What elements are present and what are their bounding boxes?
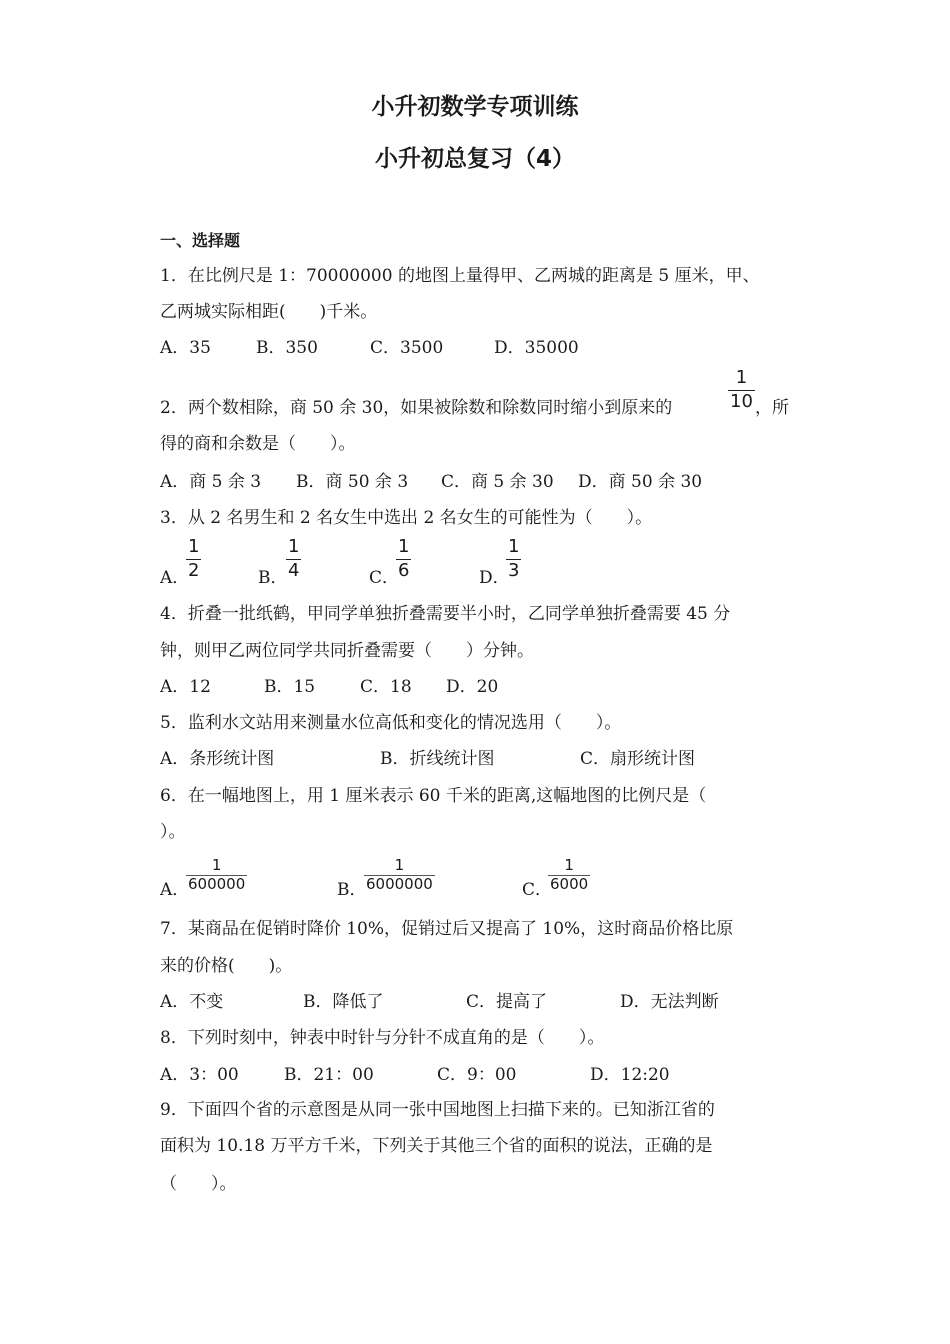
- question-5-line-1: 5．监利水文站用来测量水位高低和变化的情况选用（ ）。: [160, 713, 622, 733]
- question-1-line-2: 乙两城实际相距( )千米。: [160, 302, 378, 322]
- question-3-option-a-label: A．: [160, 568, 190, 588]
- question-3-line-1: 3．从 2 名男生和 2 名女生中选出 2 名女生的可能性为（ ）。: [160, 508, 653, 528]
- question-1-option-d: D．35000: [494, 338, 579, 358]
- fraction-numerator: 1: [211, 856, 222, 874]
- question-4-option-d: D．20: [446, 677, 499, 697]
- page-title: 小升初数学专项训练: [371, 94, 579, 120]
- question-8-option-c: C．9：00: [437, 1065, 517, 1085]
- question-5-option-c: C．扇形统计图: [580, 749, 696, 769]
- question-9-line-3: （ ）。: [160, 1174, 237, 1194]
- question-2-option-d: D．商 50 余 30: [578, 472, 703, 492]
- question-9-line-1: 9．下面四个省的示意图是从同一张中国地图上扫描下来的。已知浙江省的: [160, 1100, 715, 1120]
- fraction-denominator: 4: [288, 560, 300, 581]
- question-4-option-a: A．12: [160, 677, 211, 697]
- question-5-option-a: A．条形统计图: [160, 749, 275, 769]
- question-7-line-1: 7．某商品在促销时降价 10%，促销过后又提高了 10%，这时商品价格比原: [160, 919, 734, 939]
- question-8-option-b: B．21：00: [284, 1065, 374, 1085]
- question-8-option-d: D．12:20: [590, 1065, 670, 1085]
- fraction-numerator: 1: [394, 856, 405, 874]
- fraction-numerator: 1: [398, 536, 410, 557]
- question-3-option-b-fraction: [286, 538, 301, 580]
- question-2-line-1: 2．两个数相除，商 50 余 30，如果被除数和除数同时缩小到原来的: [160, 398, 673, 418]
- question-6-option-b-label: B．: [337, 880, 367, 900]
- question-4-option-c: C．18: [360, 677, 412, 697]
- fraction-denominator: 10: [730, 391, 753, 412]
- question-1-line-1: 1．在比例尺是 1：70000000 的地图上量得甲、乙两城的距离是 5 厘米，甲、: [160, 266, 760, 286]
- question-6-option-c-label: C．: [522, 880, 553, 900]
- question-3-option-c-fraction: [396, 538, 411, 580]
- question-4-line-2: 钟，则甲乙两位同学共同折叠需要（ ）分钟。: [160, 641, 534, 661]
- question-8-option-a: A．3：00: [160, 1065, 239, 1085]
- question-7-line-2: 来的价格( )。: [160, 956, 293, 976]
- question-3-option-a-fraction: [186, 538, 201, 580]
- question-3-option-b-label: B．: [258, 568, 288, 588]
- fraction-denominator: 600000: [188, 875, 246, 893]
- question-7-option-b: B．降低了: [303, 992, 384, 1012]
- question-8-line-1: 8．下列时刻中，钟表中时针与分针不成直角的是（ ）。: [160, 1028, 605, 1048]
- question-2-line-2: 得的商和余数是（ ）。: [160, 434, 356, 454]
- question-7-option-c: C．提高了: [466, 992, 548, 1012]
- question-9-line-2: 面积为 10.18 万平方千米，下列关于其他三个省的面积的说法，正确的是: [160, 1136, 713, 1156]
- question-1-option-b: B．350: [256, 338, 318, 358]
- question-5-option-b: B．折线统计图: [380, 749, 495, 769]
- question-6-option-a-fraction: [186, 858, 247, 892]
- question-2-option-b: B．商 50 余 3: [296, 472, 409, 492]
- question-6-option-c-fraction: [548, 858, 590, 892]
- question-4-option-b: B．15: [264, 677, 316, 697]
- fraction-denominator: 6: [398, 560, 410, 581]
- question-2-line-1-tail: ，所: [755, 398, 789, 418]
- question-6-line-1: 6．在一幅地图上，用 1 厘米表示 60 千米的距离,这幅地图的比例尺是（: [160, 786, 707, 806]
- fraction-denominator: 3: [508, 560, 520, 581]
- question-2-option-c: C．商 5 余 30: [441, 472, 554, 492]
- fraction-denominator: 6000: [550, 875, 589, 893]
- fraction-numerator: 1: [188, 536, 200, 557]
- page-subtitle: 小升初总复习（4）: [374, 146, 575, 172]
- question-7-option-d: D．无法判断: [620, 992, 719, 1012]
- question-6-option-a-label: A．: [160, 880, 190, 900]
- fraction-numerator: 1: [508, 536, 520, 557]
- fraction-numerator: 1: [564, 856, 574, 874]
- fraction-numerator: 1: [735, 367, 748, 388]
- question-4-line-1: 4．折叠一批纸鹤，甲同学单独折叠需要半小时，乙同学单独折叠需要 45 分: [160, 604, 731, 624]
- fraction-denominator: 2: [188, 560, 200, 581]
- question-2-fraction: [728, 369, 755, 411]
- question-3-option-d-fraction: [506, 538, 521, 580]
- fraction-numerator: 1: [288, 536, 300, 557]
- question-3-option-c-label: C．: [369, 568, 400, 588]
- question-2-option-a: A．商 5 余 3: [160, 472, 262, 492]
- question-6-option-b-fraction: [364, 858, 435, 892]
- question-1-option-c: C．3500: [370, 338, 444, 358]
- question-3-option-d-label: D．: [479, 568, 510, 588]
- question-6-line-2: ）。: [160, 822, 186, 842]
- fraction-denominator: 6000000: [366, 875, 433, 893]
- section-heading: 一、选择题: [160, 231, 241, 250]
- question-1-option-a: A．35: [160, 338, 211, 358]
- question-7-option-a: A．不变: [160, 992, 224, 1012]
